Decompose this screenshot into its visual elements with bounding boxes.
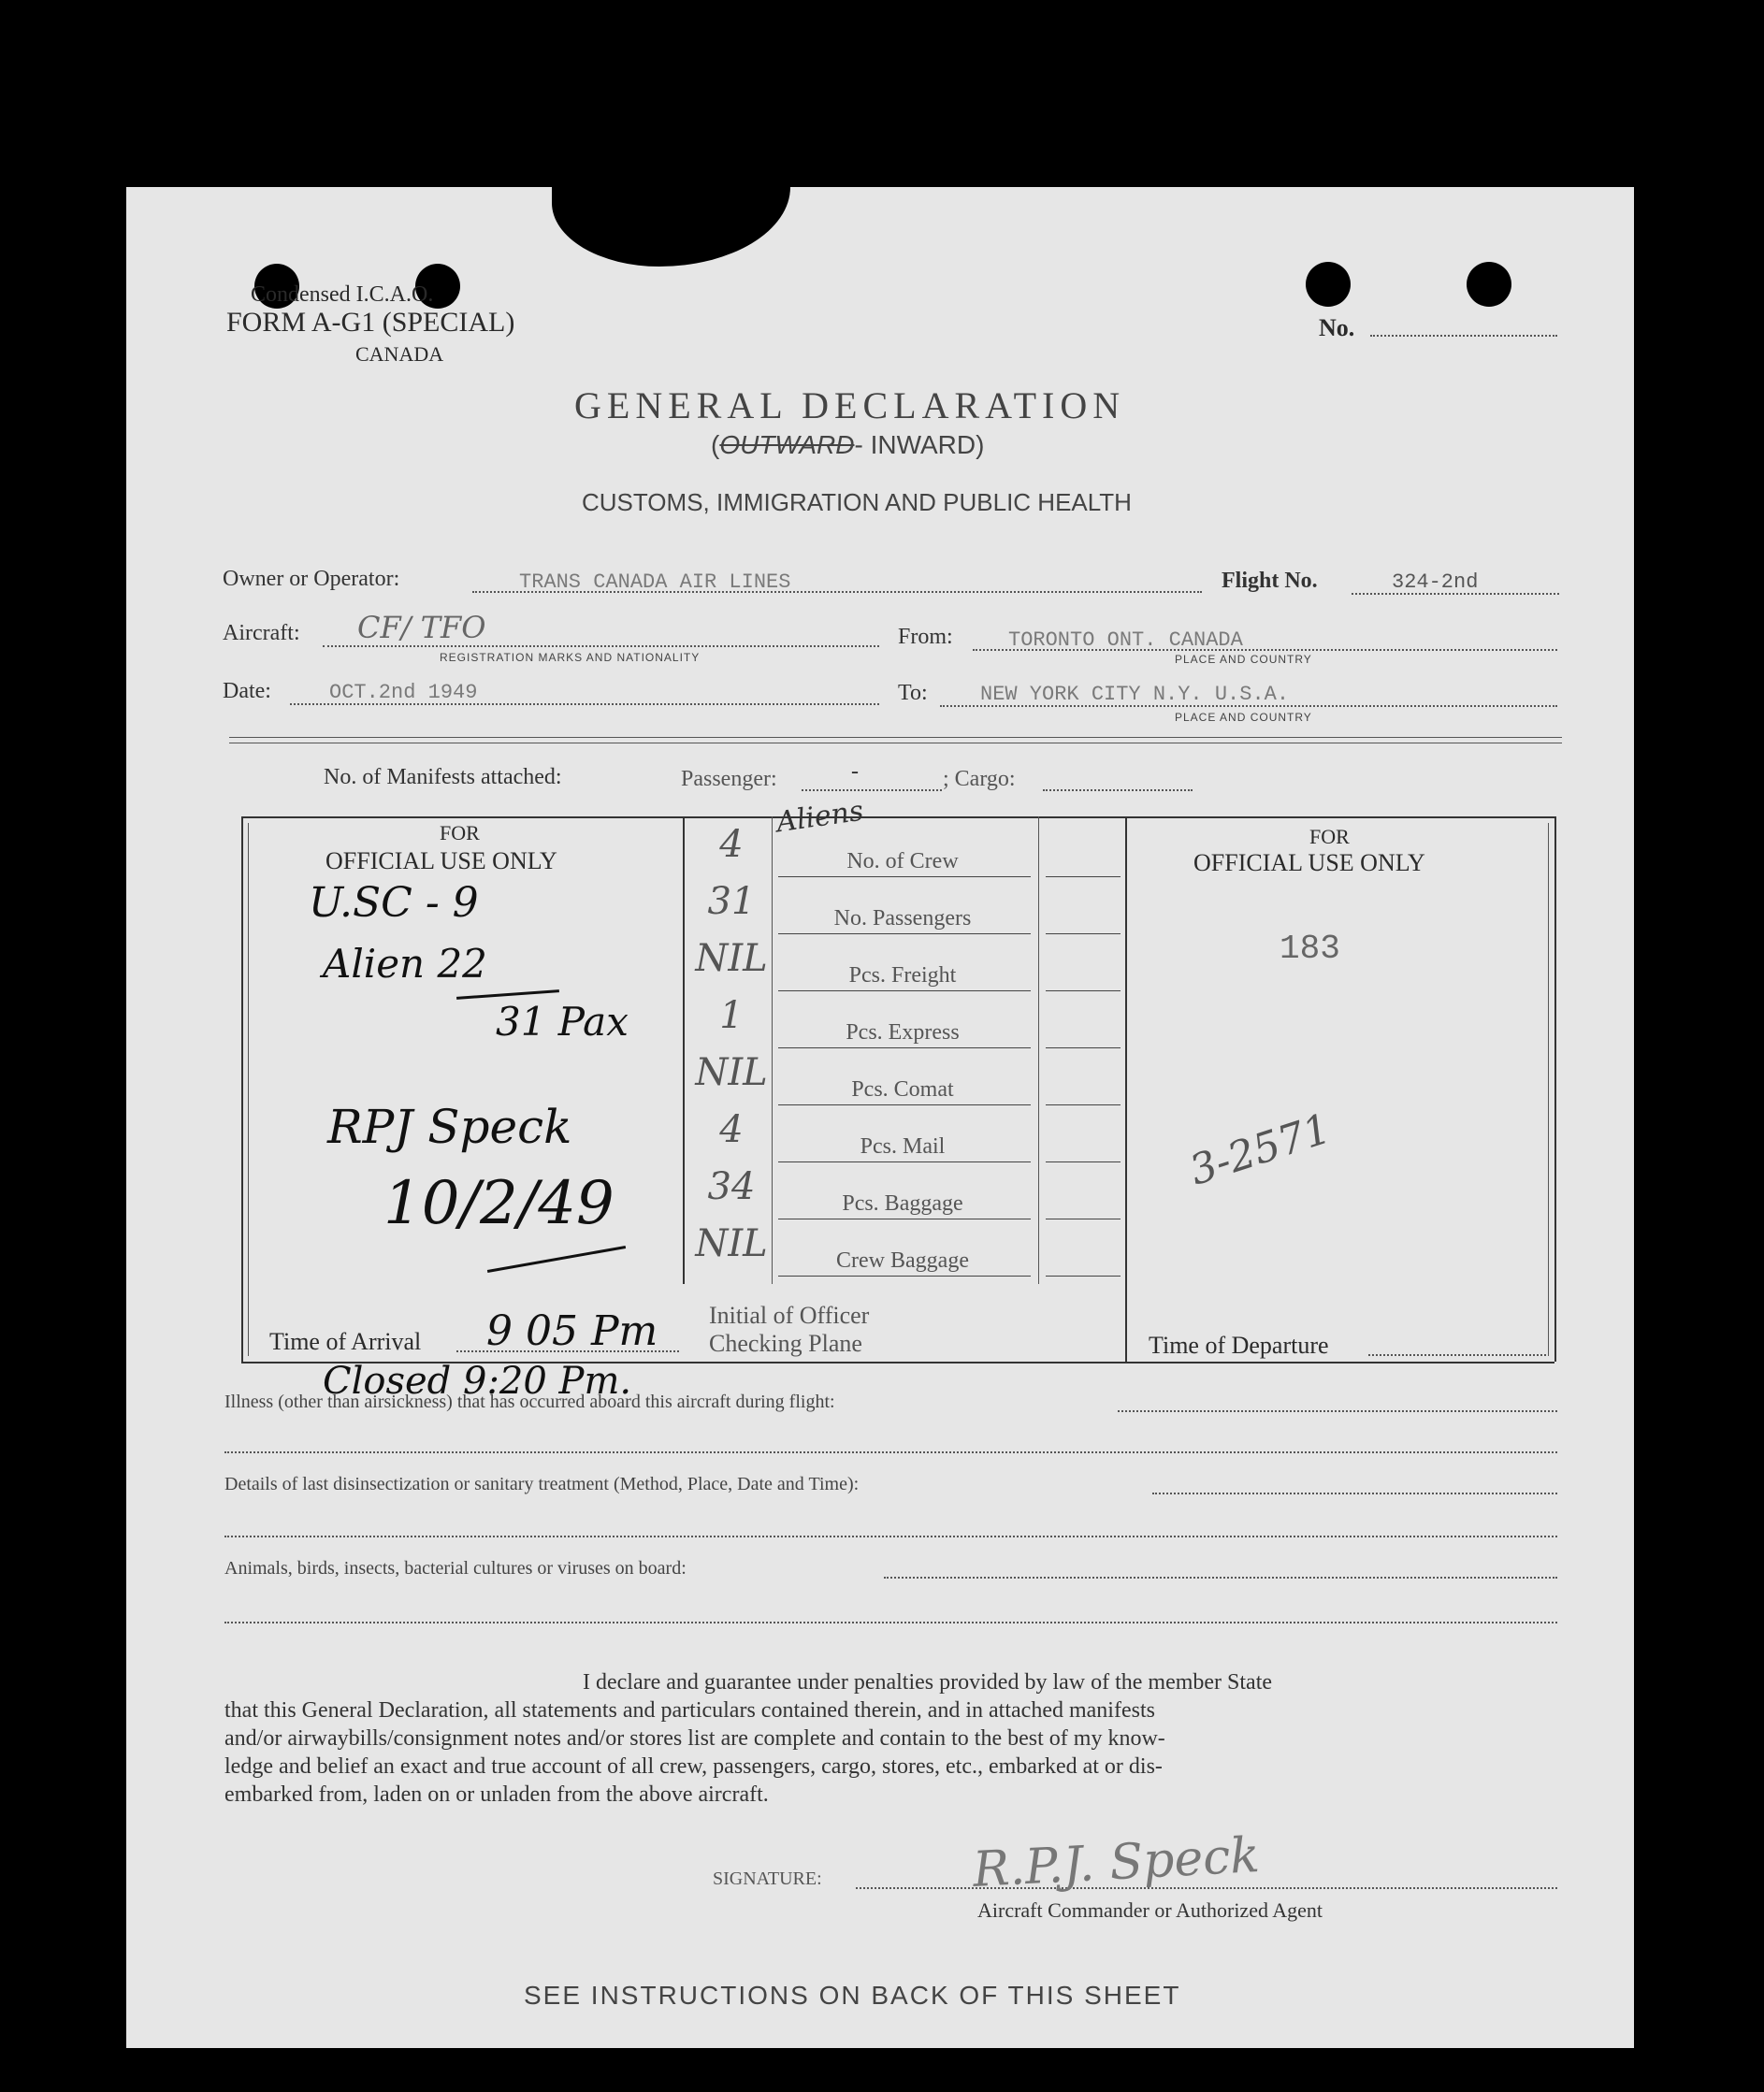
- declaration-line-3: and/or airwaybills/consignment notes and/or stores list are complete and contain to the best of my know-: [224, 1726, 1165, 1751]
- punch-hole: [1306, 262, 1351, 307]
- initial-row-line: [1046, 990, 1121, 991]
- right-official-label: OFFICIAL USE ONLY: [1193, 849, 1425, 876]
- declaration-line-2: that this General Declaration, all statements and particulars contained therein, and in attached manifests: [224, 1698, 1155, 1723]
- owner-label: Owner or Operator:: [223, 567, 400, 591]
- passenger-value: -: [851, 759, 859, 784]
- arrival-value: 9 05 Pm: [486, 1307, 658, 1355]
- disinsect-line: [1152, 1493, 1557, 1494]
- form-number: FORM A-G1 (SPECIAL): [226, 307, 515, 338]
- aircraft-label: Aircraft:: [223, 621, 300, 645]
- box-left: [241, 816, 243, 1362]
- right-note: 3-2571: [1183, 1104, 1337, 1195]
- divider-initials: [1038, 816, 1039, 1284]
- disinsect-label: Details of last disinsectization or sanitary treatment (Method, Place, Date and Time):: [224, 1474, 860, 1494]
- from-caption: PLACE AND COUNTRY: [1175, 653, 1312, 666]
- flight-label: Flight No.: [1222, 569, 1318, 593]
- box-right-inner: [1548, 823, 1549, 1356]
- item-value: 4: [719, 823, 744, 866]
- item-row-line: [778, 1104, 1031, 1105]
- officer-label-2: Checking Plane: [709, 1330, 862, 1357]
- left-official-label: OFFICIAL USE ONLY: [325, 847, 557, 874]
- commander-signature: R.P.J. Speck: [971, 1827, 1262, 1898]
- punch-hole: [1467, 262, 1511, 307]
- signature-label: SIGNATURE:: [713, 1868, 822, 1889]
- to-label: To:: [898, 681, 928, 705]
- box-right: [1554, 816, 1556, 1362]
- initial-row-line: [1046, 1161, 1121, 1162]
- declaration-direction: [711, 430, 984, 460]
- note-usc: U.SC - 9: [309, 879, 479, 927]
- item-value: 1: [719, 994, 744, 1037]
- declaration-line-4: ledge and belief an exact and true account of all crew, passengers, cargo, stores, etc., embarked at or dis-: [224, 1754, 1163, 1779]
- item-value: NIL: [695, 1222, 768, 1265]
- item-label: Pcs. Comat: [851, 1077, 954, 1102]
- form-header-line1: Condensed I.C.A.O.: [251, 282, 434, 307]
- item-label: No. Passengers: [833, 906, 972, 931]
- note-pax: 31 Pax: [496, 999, 629, 1045]
- illness-label: Illness (other than airsickness) that has occurred aboard this aircraft during flight:: [224, 1392, 835, 1412]
- closed-note: Closed 9:20 Pm.: [323, 1360, 632, 1403]
- form-country: CANADA: [355, 342, 444, 366]
- stamp-number: 183: [1280, 930, 1340, 968]
- animals-line-2: [224, 1622, 1557, 1623]
- animals-label: Animals, birds, insects, bacterial cultures or viruses on board:: [224, 1558, 687, 1579]
- initial-row-line: [1046, 876, 1121, 877]
- item-label: Pcs. Express: [846, 1020, 960, 1045]
- from-value: TORONTO ONT. CANADA: [1008, 628, 1243, 652]
- officer-label-1: Initial of Officer: [709, 1302, 870, 1329]
- date-label: Date:: [223, 679, 271, 703]
- handwritten-date: 10/2/49: [383, 1169, 615, 1238]
- date-value: OCT.2nd 1949: [329, 681, 478, 704]
- illness-line: [1118, 1410, 1557, 1412]
- aircraft-line: [323, 645, 879, 647]
- flight-value: 324-2nd: [1392, 570, 1479, 594]
- arrival-label: Time of Arrival: [269, 1328, 422, 1355]
- divider-right: [1125, 816, 1127, 1362]
- initial-row-line: [1046, 933, 1121, 934]
- item-value: 4: [719, 1108, 744, 1151]
- initial-row-line: [1046, 1276, 1121, 1277]
- illness-line-2: [224, 1451, 1557, 1453]
- signature-line: [856, 1887, 1557, 1889]
- item-row-line: [778, 876, 1031, 877]
- aircraft-value: CF/ TFO: [357, 610, 486, 645]
- item-value: NIL: [695, 937, 768, 980]
- subtitle-outward: OUTWARD: [719, 430, 855, 459]
- from-label: From:: [898, 625, 953, 649]
- item-label: Crew Baggage: [836, 1248, 969, 1273]
- no-label: No.: [1319, 314, 1355, 341]
- crew-annotation: Aliens: [774, 794, 866, 840]
- divider-left: [683, 816, 685, 1284]
- note-alien: Alien 22: [323, 941, 487, 987]
- to-value: NEW YORK CITY N.Y. U.S.A.: [980, 683, 1290, 706]
- header-separator: [229, 737, 1562, 738]
- declaration-line-1: I declare and guarantee under penalties provided by law of the member State: [583, 1670, 1273, 1695]
- box-top: [241, 816, 1554, 818]
- item-label: Pcs. Mail: [860, 1134, 946, 1159]
- departure-line: [1368, 1354, 1546, 1356]
- item-row-line: [778, 1276, 1031, 1277]
- item-row-line: [778, 933, 1031, 934]
- initial-row-line: [1046, 1104, 1121, 1105]
- passenger-line: [802, 789, 942, 791]
- subtitle-open: (: [711, 430, 720, 459]
- to-caption: PLACE AND COUNTRY: [1175, 711, 1312, 724]
- cargo-label: ; Cargo:: [943, 767, 1016, 791]
- manifests-label: No. of Manifests attached:: [324, 765, 562, 789]
- departure-label: Time of Departure: [1149, 1332, 1329, 1359]
- item-row-line: [778, 990, 1031, 991]
- officer-signature: RPJ Speck: [327, 1100, 572, 1154]
- right-for-label: FOR: [1309, 825, 1350, 848]
- box-left-inner: [248, 823, 249, 1356]
- aircraft-caption: REGISTRATION MARKS AND NATIONALITY: [440, 651, 701, 664]
- item-row-line: [778, 1047, 1031, 1048]
- no-field-line: [1370, 335, 1557, 337]
- footer-instructions: SEE INSTRUCTIONS ON BACK OF THIS SHEET: [524, 1981, 1181, 2010]
- disinsect-line-2: [224, 1536, 1557, 1537]
- subtitle-inward: - INWARD): [854, 430, 985, 459]
- left-for-label: FOR: [440, 821, 480, 844]
- cargo-line: [1043, 789, 1193, 791]
- divider-values: [772, 816, 773, 1284]
- page-title: GENERAL DECLARATION: [574, 384, 1126, 426]
- owner-value: TRANS CANADA AIR LINES: [519, 570, 791, 594]
- declaration-line-5: embarked from, laden on or unladen from the above aircraft.: [224, 1782, 769, 1807]
- item-value: NIL: [695, 1051, 768, 1094]
- animals-line: [884, 1577, 1557, 1579]
- item-label: No. of Crew: [846, 849, 959, 873]
- item-label: Pcs. Freight: [848, 963, 957, 988]
- signature-caption: Aircraft Commander or Authorized Agent: [977, 1898, 1323, 1922]
- item-value: 31: [707, 880, 756, 923]
- item-label: Pcs. Baggage: [842, 1191, 963, 1216]
- page-subtitle: CUSTOMS, IMMIGRATION AND PUBLIC HEALTH: [582, 488, 1132, 516]
- initial-row-line: [1046, 1047, 1121, 1048]
- item-value: 34: [707, 1165, 756, 1208]
- passenger-label: Passenger:: [681, 767, 777, 791]
- item-row-line: [778, 1161, 1031, 1162]
